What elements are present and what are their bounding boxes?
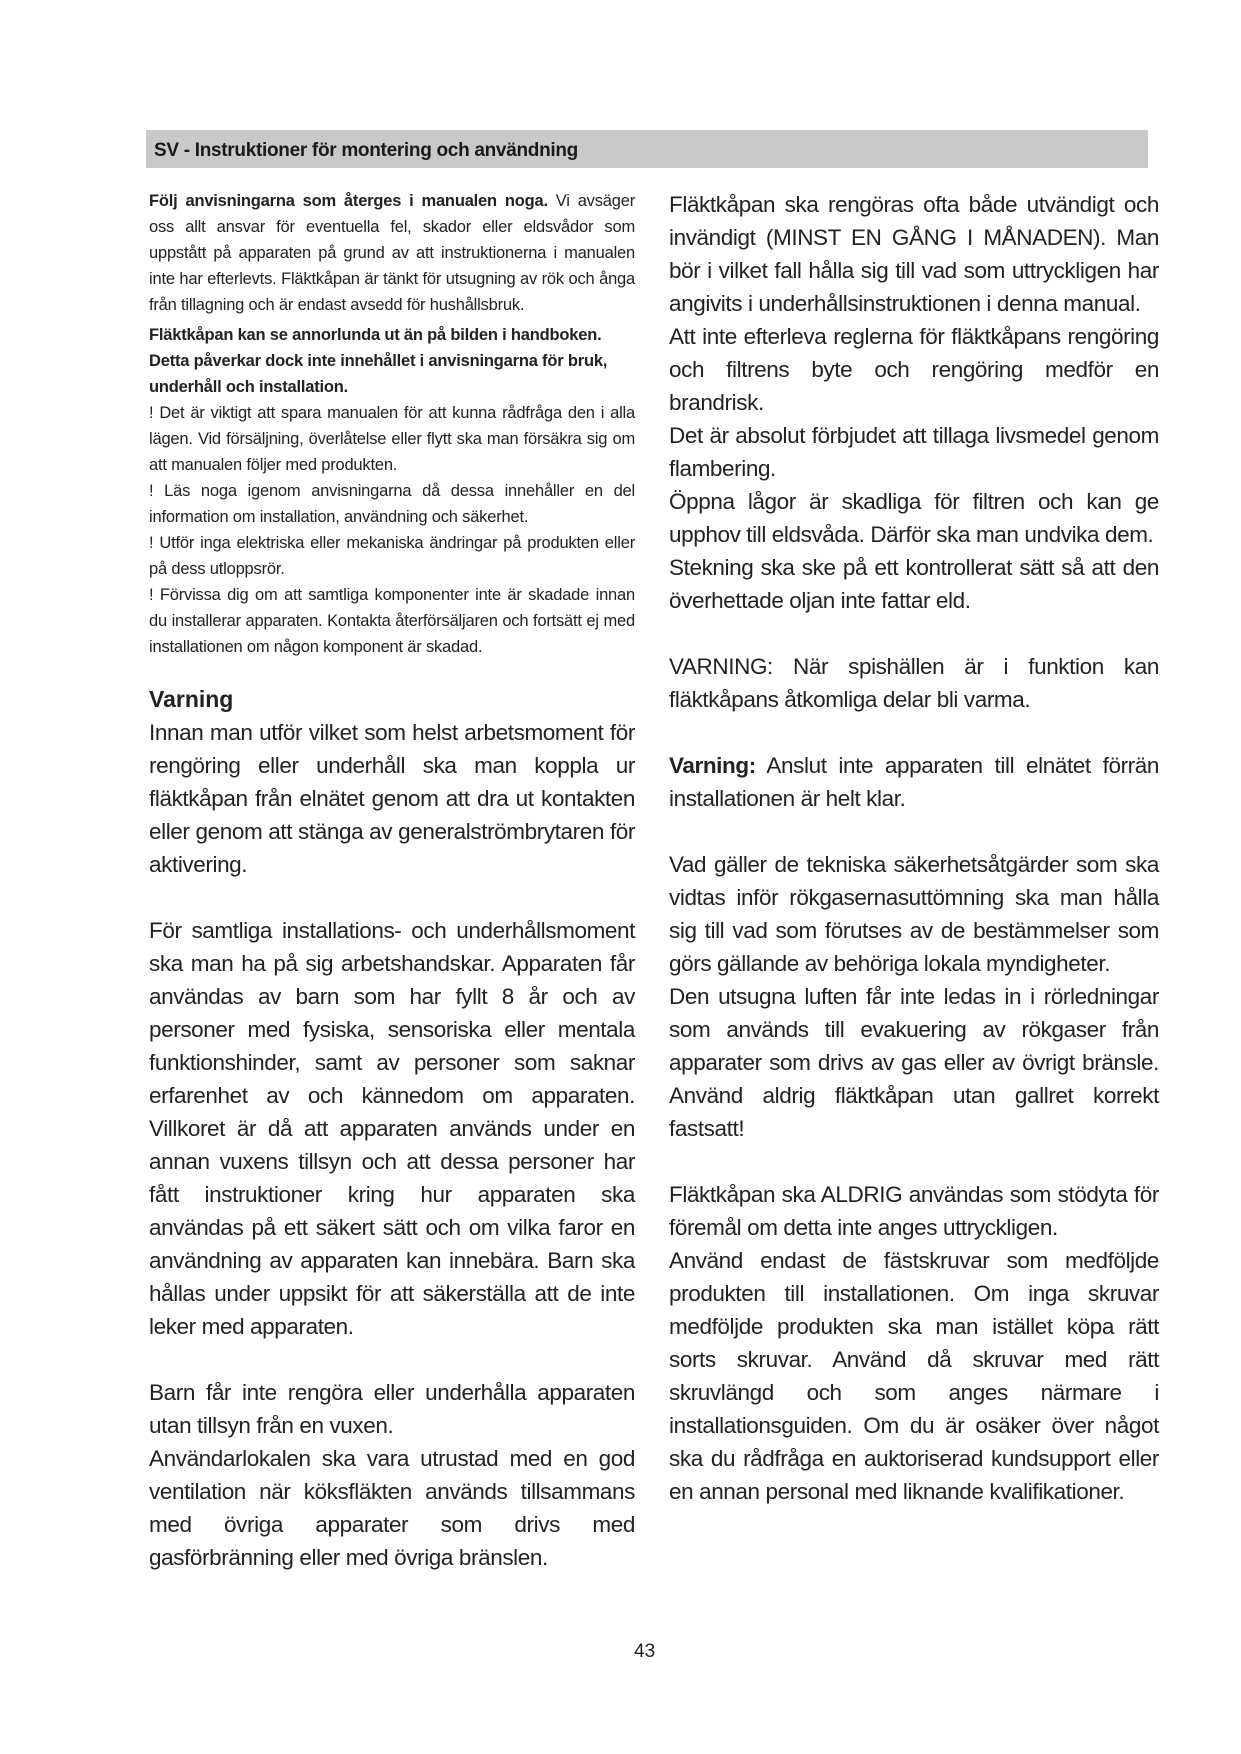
section-title: SV - Instruktioner för montering och användning	[154, 140, 578, 161]
support-paragraph: Fläktkåpan ska ALDRIG användas som stödyta för föremål om detta inte anges uttryckligen.	[669, 1182, 1159, 1240]
notice-paragraph: Fläktkåpan kan se annorlunda ut än på bilden i handboken. Detta påverkar dock inte innehållet i anvisningarna för bruk, underhåll och installation.	[149, 326, 608, 396]
intro-paragraph	[149, 188, 635, 318]
flames-paragraph: Öppna lågor är skadliga för filtren och kan ge upphov till eldsvåda. Därför ska man undvika dem.	[669, 489, 1159, 547]
bullet-item: ! Läs noga igenom anvisningarna då dessa innehåller en del information om installation, användning och säkerhet.	[149, 482, 635, 526]
right-column	[669, 188, 1159, 1508]
intro-bold: Följ anvisningarna som återges i manualen noga.	[149, 192, 548, 210]
regulations-paragraph: Vad gäller de tekniska säkerhetsåtgärder som ska vidtas inför rökgasernasuttömning ska man hålla sig till vad som förutses av de bestämmelser som görs gällande av behöriga lokala myndigheter.	[669, 852, 1159, 976]
warning-heading: Varning	[149, 686, 234, 712]
page-number: 43	[634, 1641, 656, 1662]
section-header-bar	[146, 130, 1148, 168]
frying-paragraph: Stekning ska ske på ett kontrollerat sätt så att den överhettade oljan inte fattar eld.	[669, 555, 1159, 613]
warning-paragraph: Innan man utför vilket som helst arbetsmoment för rengöring eller underhåll ska man koppla ur fläktkåpan från elnätet genom att dra ut kontakten eller genom att stänga av generalströmbrytaren för aktivering.	[149, 720, 635, 877]
connect-warning-text: Anslut inte apparaten till elnätet förrän installationen är helt klar.	[669, 753, 1159, 811]
gloves-paragraph: För samtliga installations- och underhållsmoment ska man ha på sig arbetshandskar. Apparaten får användas av barn som har fyllt 8 år och av personer med fysiska, sensoriska eller mentala funktionshinder, samt av personer som saknar erfarenhet av och kännedom om apparaten. Villkoret är då att apparaten används under en annan vuxens tillsyn och att dessa personer har fått instruktioner kring hur apparaten ska användas på ett säkert sätt och om vilka faror en användning av apparaten kan innebära. Barn ska hållas under uppsikt för att säkerställa att de inte leker med apparaten.	[149, 918, 635, 1339]
ventilation-paragraph: Användarlokalen ska vara utrustad med en god ventilation när köksfläkten används tillsammans med övriga apparater som drivs med gasförbränning eller med övriga bränslen.	[149, 1446, 635, 1570]
flambe-paragraph: Det är absolut förbjudet att tillaga livsmedel genom flambering.	[669, 423, 1159, 481]
cleaning-paragraph: Fläktkåpan ska rengöras ofta både utvändigt och invändigt (MINST EN GÅNG I MÅNADEN). Man bör i vilket fall hålla sig till vad som uttryckligen har angivits i underhållsinstruktionen i denna manual.	[669, 192, 1159, 316]
fire-risk-paragraph: Att inte efterleva reglerna för fläktkåpans rengöring och filtrens byte och rengöring medför en brandrisk.	[669, 324, 1159, 415]
screws-paragraph: Använd endast de fästskruvar som medföljde produkten till installationen. Om inga skruvar medföljde produkten ska man istället köpa rätt sorts skruvar. Använd då skruvar med rätt skruvlängd och som anges närmare i installationsguiden. Om du är osäker över något ska du rådfråga en auktoriserad kundsupport eller en annan personal med liknande kvalifikationer.	[669, 1248, 1159, 1504]
connect-warning-paragraph	[669, 749, 1159, 815]
children-paragraph: Barn får inte rengöra eller underhålla apparaten utan tillsyn från en vuxen.	[149, 1380, 635, 1438]
left-column	[149, 188, 635, 1574]
bullet-item: ! Det är viktigt att spara manualen för att kunna rådfråga den i alla lägen. Vid försäljning, överlåtelse eller flytt ska man försäkra sig om att manualen följer med produkten.	[149, 404, 635, 474]
connect-warning-label: Varning:	[669, 753, 756, 778]
bullet-item: ! Utför inga elektriska eller mekaniska ändringar på produkten eller på dess utloppsrör.	[149, 534, 635, 578]
exhaust-paragraph: Den utsugna luften får inte ledas in i rörledningar som används till evakuering av rökgaser från apparater som drivs av gas eller av övrigt bränsle. Använd aldrig fläktkåpan utan gallret korrekt fastsatt!	[669, 984, 1159, 1141]
intro-rest: Vi avsäger oss allt ansvar för eventuella fel, skador eller eldsvådor som uppstått på apparaten på grund av att instruktionerna i manualen inte har efterlevts. Fläktkåpan är tänkt för utsugning av rök och ånga från tillagning och är endast avsedd för hushållsbruk.	[149, 192, 636, 314]
hot-warning-paragraph: VARNING: När spishällen är i funktion kan fläktkåpans åtkomliga delar bli varma.	[669, 654, 1159, 712]
bullet-item: ! Förvissa dig om att samtliga komponenter inte är skadade innan du installerar apparaten. Kontakta återförsäljaren och fortsätt ej med installationen om någon komponent är skadad.	[149, 586, 635, 656]
